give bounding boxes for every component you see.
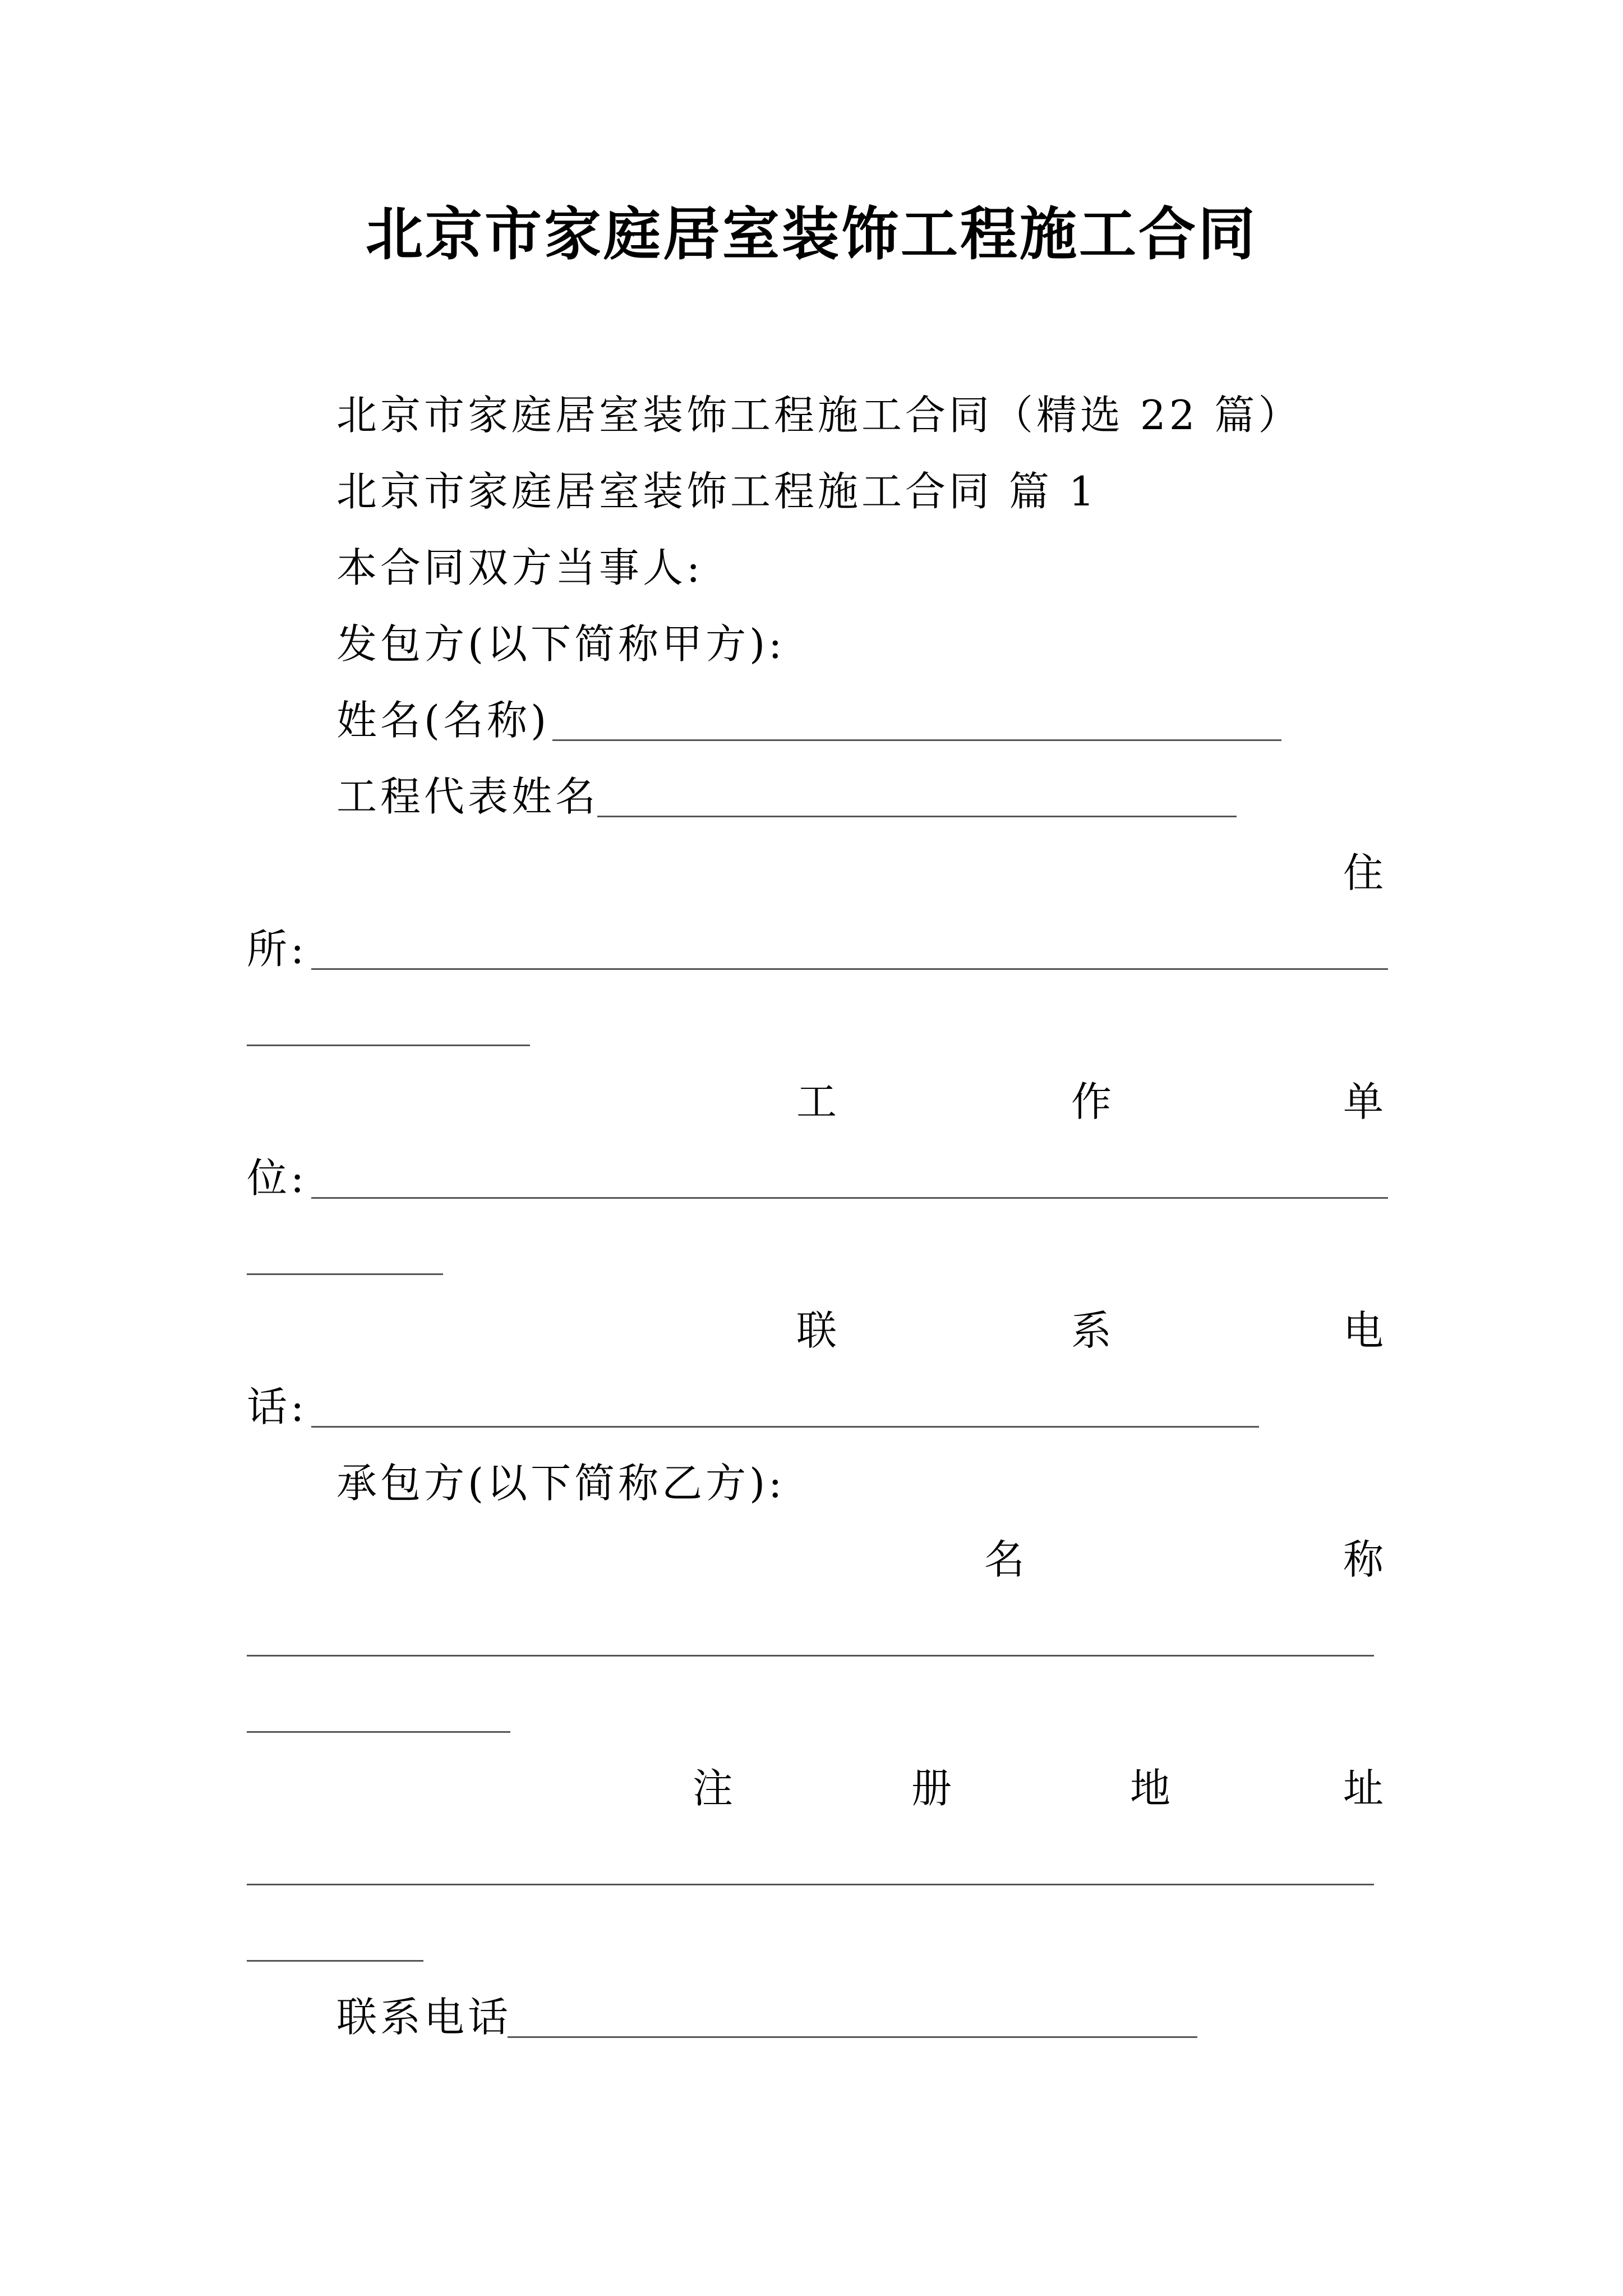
party-a-rep-blank (597, 816, 1237, 817)
label-char: 称 (1343, 1536, 1384, 1583)
party-b-reg-address-blank (247, 1884, 1374, 1885)
party-a-phone-label-tail: 话: (247, 1383, 308, 1430)
party-a-address-label-head: 住 (1343, 849, 1387, 896)
document-title: 北京市家庭居室装饰工程施工合同 (366, 201, 1257, 268)
party-a-address-blank-cont (247, 1045, 530, 1046)
label-char: 册 (911, 1765, 952, 1812)
parties-intro: 本合同双方当事人: (336, 544, 704, 591)
label-char: 名 (984, 1536, 1025, 1583)
party-a-address-label-tail: 所: (247, 926, 308, 973)
label-char: 作 (1071, 1078, 1112, 1125)
party-a-employer-label-tail: 位: (247, 1154, 308, 1202)
party-a-phone-blank (311, 1426, 1259, 1428)
document-subtitle: 北京市家庭居室装饰工程施工合同（精选 22 篇） (336, 392, 1302, 439)
party-a-heading: 发包方(以下简称甲方): (336, 620, 786, 668)
label-char: 联 (796, 1307, 837, 1354)
party-b-heading: 承包方(以下简称乙方): (336, 1460, 786, 1507)
party-b-reg-address-blank-cont (247, 1960, 423, 1962)
label-char: 单 (1343, 1078, 1384, 1125)
party-a-address-blank (311, 968, 1388, 970)
section-heading: 北京市家庭居室装饰工程施工合同 篇 1 (336, 468, 1098, 515)
label-char: 工 (796, 1078, 837, 1125)
label-char: 系 (1071, 1307, 1112, 1354)
label-char: 电 (1343, 1307, 1384, 1354)
party-a-employer-blank (311, 1197, 1388, 1199)
party-b-phone-blank (508, 2036, 1197, 2038)
party-a-employer-blank-cont (247, 1273, 443, 1275)
party-a-rep-label: 工程代表姓名 (336, 773, 600, 820)
party-b-name-blank (247, 1655, 1374, 1657)
label-char: 地 (1130, 1765, 1171, 1812)
party-a-name-blank (552, 739, 1281, 741)
party-b-name-blank-cont (247, 1731, 510, 1733)
party-a-name-label: 姓名(名称) (336, 697, 550, 744)
label-char: 注 (693, 1765, 734, 1812)
label-char: 址 (1343, 1765, 1384, 1812)
party-b-phone-label: 联系电话 (336, 1994, 512, 2041)
